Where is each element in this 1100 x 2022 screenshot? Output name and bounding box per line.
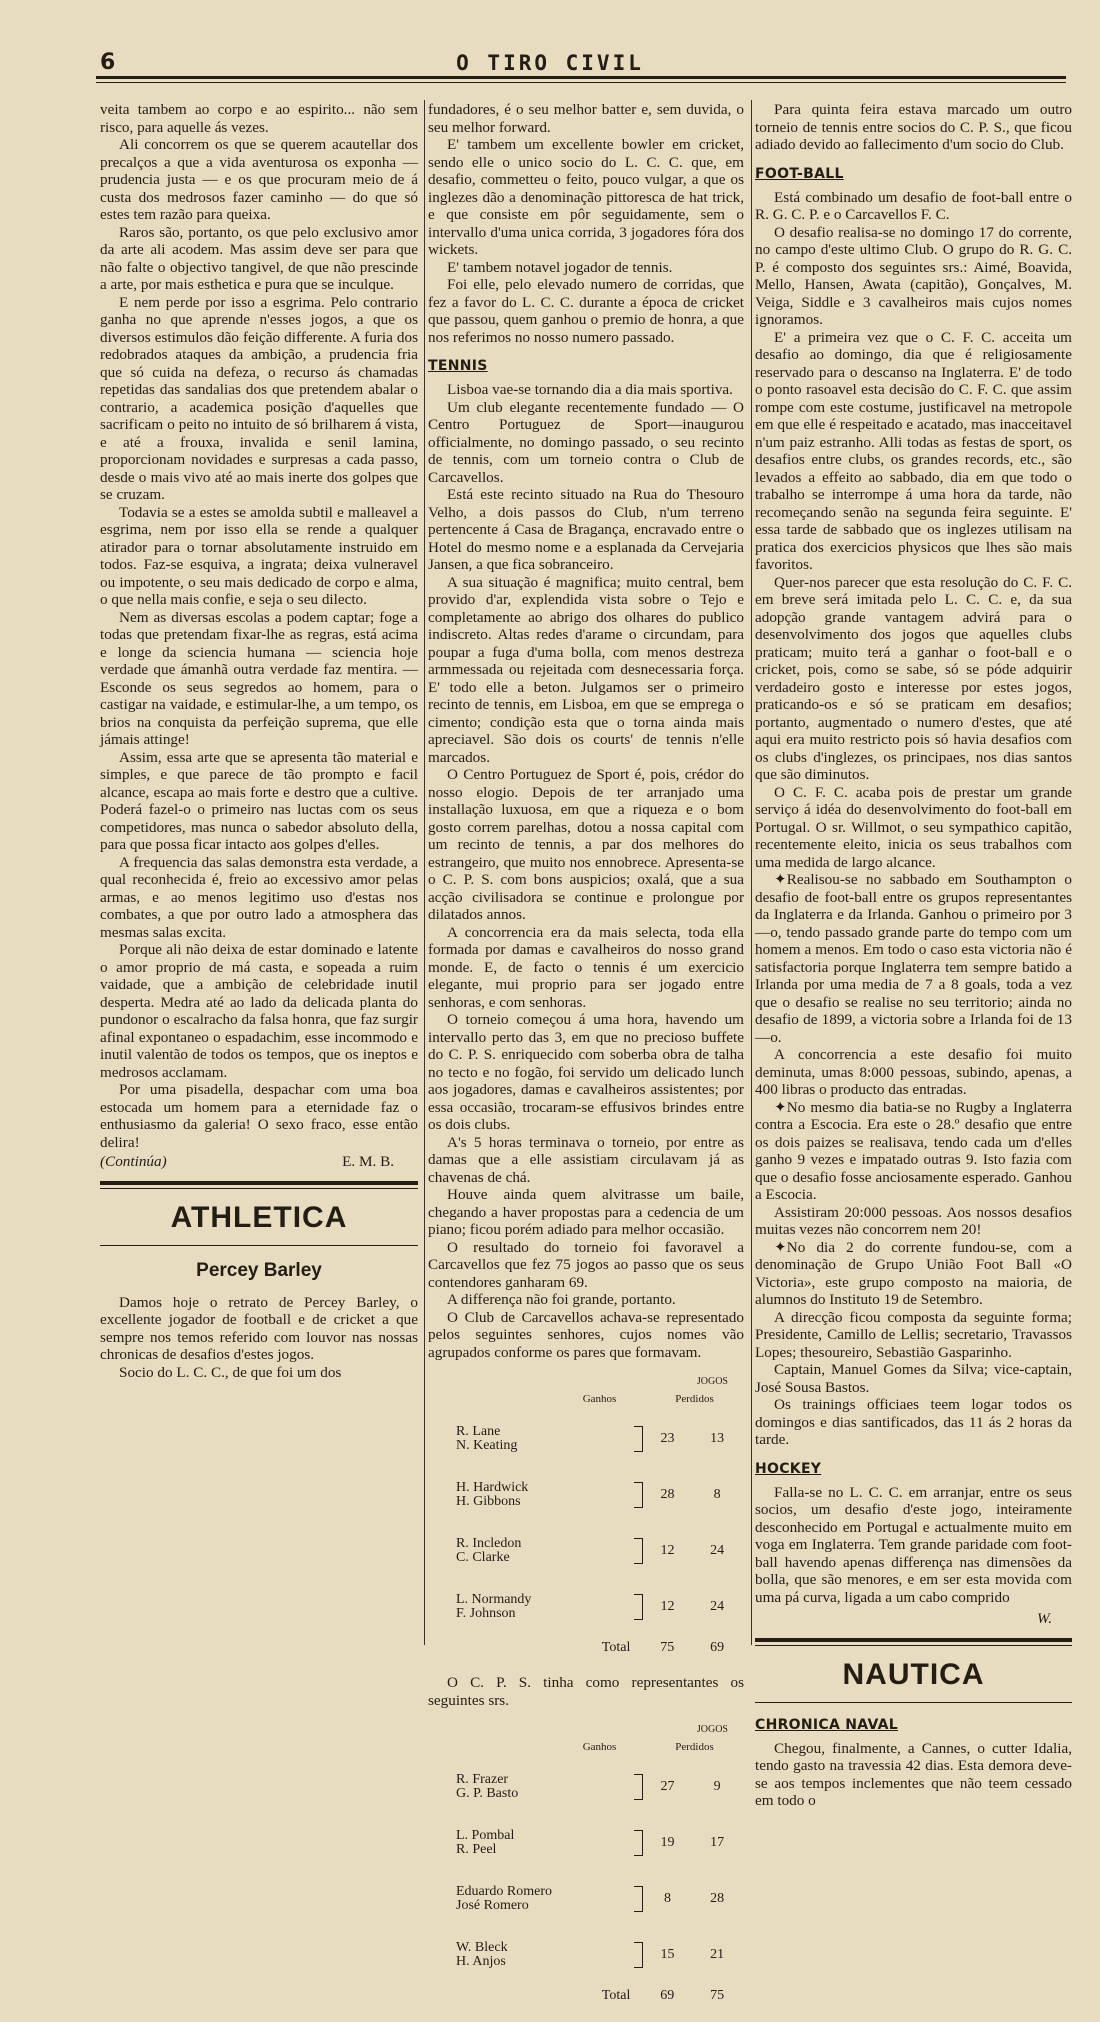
score-column-headers — [456, 1739, 742, 1757]
paragraph: O resultado do torneio foi favoravel a Carcavellos que fez 75 jogos ao passo que os seus contendores ganharam 69. — [428, 1238, 744, 1291]
paragraph: O C. P. S. tinha como representantes os seguintes srs. — [428, 1674, 744, 1709]
total-label: Total — [601, 1988, 631, 2004]
paragraph: A's 5 horas terminava o torneio, por entre as damas que a elle assistiam circulavam já as chavenas de chá. — [428, 1133, 744, 1186]
pair-brace — [634, 1482, 643, 1508]
heading-rule — [755, 1702, 1072, 1703]
page-number: 6 — [100, 50, 116, 75]
paragraph: O torneio começou á uma hora, havendo um intervallo perto das 3, em que no precioso buffete do C. P. S. enriquecido com soberba obra de talha no tecto e no fogão, foi servido um delicado lunch aos jogadores, damas e cavalheiros assistentes; por essa occasião, trocaram-se effusivos brindes entre os dois clubs. — [428, 1011, 744, 1133]
paragraph: E' tambem um excellente bowler em cricket, sendo elle o unico socio do L. C. C. que, em desafio, commetteu o feito, pouco vulgar, a que os inglezes dão a denominação pittoresca de hat trick, e que consiste em pôr seguidamente, sem o intervallo d'uma unica corrida, 3 jogadores fóra dos wickets. — [428, 136, 744, 258]
player-name: José Romero — [456, 1898, 529, 1913]
games-column-label: JOGOS — [696, 1376, 728, 1387]
wins-value: 8 — [664, 1891, 672, 1907]
paragraph: Por uma pisadella, despachar com uma boa estocada um homem para a eternidade faz o enthusiasmo da galeria! O sexo fraco, esse então delira! — [100, 1081, 418, 1151]
section-rule — [100, 1181, 418, 1189]
paragraph: ✦No mesmo dia batia-se no Rugby a Inglaterra contra a Escocia. Era este o 28.º desafio que entre os dois paizes se realisava, tendo cada um d'elles ganho 9 vezes e impatado outras 9. Isto fazia com que o desafio fosse anciosamente esperado. Ganhou a Escocia. — [755, 1098, 1072, 1203]
nautica-heading: NAUTICA — [842, 1657, 985, 1691]
paragraph: Está combinado um desafio de foot-ball entre o R. G. C. P. e o Carcavellos F. C. — [755, 188, 1072, 223]
player-name: H. Hardwick — [456, 1480, 529, 1495]
lost-header: Perdidos — [675, 1392, 714, 1405]
paragraph: Porque ali não deixa de estar dominado e latente o amor proprio de má casta, e sopeada a ruim vaidade, que a ambição de celebridade inutil desperta. Medra até ao lado da delicada planta do pundonor o escalracho da falsa honra, que faz surgir afinal expontaneo o espadachim, esse incommodo e inutil valentão de todos os tempos, que os ineptos e medrosos acclamam. — [100, 941, 418, 1081]
wins-value: 23 — [660, 1431, 675, 1447]
athletica-heading: ATHLETICA — [170, 1200, 348, 1234]
wins-value: 28 — [660, 1487, 675, 1503]
paragraph: E' a primeira vez que o C. F. C. acceita um desafio ao domingo, dia que é religiosamente reservado para o descanso na Inglaterra. E' de todo o ponto rasoavel esta decisão do C. F. C. que assim rompe com este costume, justificavel na metropole em que elle é respeitado e acatado, mas inacceitavel n'um paiz estranho. Alli todas as festas de sport, os desafios entre clubs, os grandes records, etc., são levados a effeito ao sabbado, dia em que todo o trabalho se interrompe á uma hora da tarde, não recomeçando senão na segunda feira seguinte. E' essa tarde de sabbado que os inglezes utilisam na pratica dos exercicios physicos que lhes são mais favoritos. — [755, 328, 1072, 573]
player-name: R. Incledon — [456, 1536, 522, 1551]
newspaper-title: O TIRO CIVIL — [456, 51, 644, 75]
player-name: W. Bleck — [456, 1940, 508, 1955]
paragraph: Nem as diversas escolas a podem captar; foge a todas que pretendam fixar-lhe as regras, está acima e longe da sciencia humana — sciencia hoje verdade que ámanhã outra verdade faz mentira. — Esconde os seus segredos ao homem, para o castigar na vaidade, e estimular-lhe, a um tempo, os brios na conquista da perfeição suprema, que elle jámais attinge! — [100, 608, 418, 748]
table-row — [456, 1815, 742, 1871]
won-header: Ganhos — [582, 1392, 617, 1405]
paragraph: Chegou, finalmente, a Cannes, o cutter Idalia, tendo gasto na travessia 42 dias. Esta demora deve-se aos tempos inclementes que não teem cessado em todo o — [755, 1739, 1072, 1809]
paragraph: Raros são, portanto, os que pelo exclusivo amor da arte ali acodem. Mas assim deve ser para que não falte o objectivo tangivel, de que não prescinde a arte, por mais esthetica e pura que se inculque. — [100, 223, 418, 293]
paragraph: Lisboa vae-se tornando dia a dia mais sportiva. — [447, 381, 733, 398]
paragraph: Um club elegante recentemente fundado — O Centro Portuguez de Sport—inaugurou officialmente, no domingo passado, o seu recinto de tennis, com um torneio contra o Club de Carcavellos. — [428, 398, 744, 486]
paragraph: Damos hoje o retrato de Percey Barley, o excellente jogador de football e de cricket a que sempre nos temos referido com louvor nas nossas chronicas de desafios d'estes jogos. — [100, 1293, 418, 1363]
player-name: L. Normandy — [456, 1592, 532, 1607]
player-name: H. Anjos — [456, 1954, 506, 1969]
paragraph: ✦Realisou-se no sabbado em Southampton o desafio de foot-ball entre os grupos representantes da Inglaterra e da Irlanda. Ganhou o primeiro por 3—o, tendo passado grande parte do tempo com um homem a menos. Em todo o caso esta victoria não é satisfactoria porque Inglaterra tem sempre batido a Irlanda por uma media de 7 a 8 goals, toda a vez que o desafio se realise no seu territorio; ainda no desafio de 1899, a victoria sobre a Irlanda foi de 13—o. — [755, 871, 1072, 1046]
percey-barley-heading: Percey Barley — [196, 1259, 322, 1281]
pair-brace — [634, 1538, 643, 1564]
player-name: G. P. Basto — [456, 1786, 519, 1801]
player-name: H. Gibbons — [456, 1494, 521, 1509]
paragraph: Foi elle, pelo elevado numero de corridas, que fez a favor do L. C. C. durante a época de cricket que passou, quem ganhou o premio de honra, a que nos referimos no nosso numero passado. — [428, 276, 744, 346]
paragraph: Ali concorrem os que se querem acautellar dos precalços a que a vida aventurosa os exponha — prudencia justa — e os que procuram meio de á custa dos medrosos fazer caminho — do que só estes tem razão para queixa. — [100, 136, 418, 223]
cps-score-table — [456, 1721, 742, 2008]
paragraph: A concorrencia a este desafio foi muito deminuta, umas 8:000 pessoas, subindo, apenas, a 400 libras o producto das entradas. — [755, 1046, 1072, 1098]
won-header: Ganhos — [582, 1740, 617, 1753]
player-name: R. Frazer — [456, 1772, 509, 1787]
paragraph: O C. F. C. acaba pois de prestar um grande serviço á idéa do desenvolvimento do foot-ball em Portugal. O sr. Willmot, o seu sympathico capitão, recentemente eleito, inicia os seus trabalhos com uma medida de largo alcance. — [755, 783, 1072, 871]
pair-brace — [634, 1830, 643, 1856]
paragraph: A sua situação é magnifica; muito central, bem provido d'ar, explendida vista sobre o Tejo e completamente ao abrigo dos olhares do publico indiscreto. Altas redes d'arame o circundam, para poupar a fuga d'uma bolla, com menos destreza armmessada ou rejeitada com desnecessaria força. E' todo elle a beton. Julgamos ser o primeiro recinto de tennis, em Lisboa, em que se emprega o cimento; condição esta que o torna ainda mais apreciavel. São dois os courts' de tennis n'elle marcados. — [428, 573, 744, 766]
losses-value: 9 — [713, 1779, 721, 1795]
pair-brace — [634, 1774, 643, 1800]
paragraph: E nem perde por isso a esgrima. Pelo contrario ganha no que aprende n'esses jogos, a que os diversos estimulos dão feição differente. A furia dos redobrados ataques da ambição, a prudencia fria que só cuida na defeza, o recurso ás chamadas repetidas das sandalias dos que pretendem abalar o contrario, a academica posição d'aquelles que sacrificam o peito no intuito de só brilharem á vista, e até a frouxa, invalida e senil lamina, proporcionam novidades e surpresas a cada passo, desde o mais vivo até ao mais inerte dos golpes que se cruzam. — [100, 293, 418, 503]
total-row — [456, 1635, 742, 1660]
football-heading: FOOT-BALL — [755, 165, 844, 182]
table-row — [456, 1871, 742, 1927]
table-row — [456, 1411, 742, 1467]
total-label: Total — [601, 1640, 631, 1656]
table-row — [456, 1927, 742, 1983]
wins-value: 12 — [660, 1543, 675, 1559]
paragraph: Socio do L. C. C., de que foi um dos — [119, 1363, 342, 1381]
column-divider — [751, 100, 752, 1645]
player-name: F. Johnson — [456, 1606, 516, 1621]
paragraph: Assistiram 20:000 pessoas. Aos nossos desafios muitas vezes não concorrem nem 20! — [755, 1203, 1072, 1238]
losses-value: 8 — [713, 1487, 721, 1503]
score-column-headers — [456, 1391, 742, 1409]
paragraph: Todavia se a estes se amolda subtil e malleavel a esgrima, nem por isso ella se rende a qualquer atirador para o tornar absolutamente instruido em todos. Faz-se esquiva, a ingrata; deixa vulneravel ou impotente, o seu mais dedicado de corpo e alma, o que nella mais confie, e seja o seu dilecto. — [100, 503, 418, 608]
losses-value: 13 — [710, 1431, 725, 1447]
player-name: R. Lane — [456, 1424, 501, 1439]
total-wins: 69 — [660, 1988, 675, 2004]
column-right — [755, 101, 1072, 1810]
games-column-label: JOGOS — [696, 1724, 728, 1735]
pair-brace — [634, 1594, 643, 1620]
table-row — [456, 1759, 742, 1815]
wins-value: 19 — [660, 1835, 675, 1851]
header-rule — [96, 76, 1066, 83]
table-row — [456, 1579, 742, 1635]
losses-value: 24 — [710, 1543, 725, 1559]
paragraph: A concorrencia era da mais selecta, toda ella formada por damas e cavalheiros do nosso grand monde. E, de facto o tennis é um exercicio elegante, mui proprio para ser jogado entre senhoras, e com senhoras. — [428, 923, 744, 1011]
tennis-heading: TENNIS — [428, 358, 488, 374]
paragraph: O desafio realisa-se no domingo 17 do corrente, no campo d'este ultimo Club. O grupo do R. G. C. P. é composto dos seguintes srs.: Aimé, Boavida, Mello, Hansen, Awata (capitão), Gonçalves, M. Veiga, Siddle e 3 cavalheiros mais cujos nomes ignoramos. — [755, 223, 1072, 328]
lost-header: Perdidos — [675, 1740, 714, 1753]
author-initials: E. M. B. — [342, 1153, 394, 1170]
column-divider — [424, 100, 425, 1645]
table-row — [456, 1467, 742, 1523]
player-name: N. Keating — [456, 1438, 518, 1453]
column-middle — [428, 101, 744, 2022]
heading-rule — [100, 1245, 418, 1246]
pair-brace — [634, 1942, 643, 1968]
paragraph: A differença não foi grande, portanto. — [447, 1291, 676, 1308]
paragraph: veita tambem ao corpo e ao espirito... não sem risco, para aquelle ás vezes. — [100, 101, 418, 136]
wins-value: 15 — [660, 1947, 675, 1963]
paragraph: Os trainings officiaes teem logar todos os domingos e dias santificados, das 11 ás 2 horas da tarde. — [755, 1396, 1072, 1448]
column-left — [100, 101, 418, 1381]
wins-value: 12 — [660, 1599, 675, 1615]
total-wins: 75 — [660, 1640, 675, 1656]
paragraph: Captain, Manuel Gomes da Silva; vice-captain, José Sousa Bastos. — [755, 1361, 1072, 1396]
losses-value: 24 — [710, 1599, 725, 1615]
section-rule — [755, 1638, 1072, 1646]
total-losses: 75 — [710, 1988, 725, 2004]
paragraph: A frequencia das salas demonstra esta verdade, a qual reconhecida é, freio ao excessivo amor pelas armas, e ao menos legitimo uso d'estas nos combates, a que por outro lado a atmosphera das mesmas salas excita. — [100, 853, 418, 941]
carcavellos-score-table — [456, 1373, 742, 1660]
losses-value: 17 — [710, 1835, 725, 1851]
continua-note: (Continúa) — [100, 1153, 167, 1170]
paragraph: Assim, essa arte que se apresenta tão material e simples, e que parece de tão prompto e facil alcance, escapa ao mais forte e destro que a cultive. Poderá fazel-o o primeiro nas luctas com os seus competidores, mas nunca o sabedor absoluto della, para que possa ficar intacto aos golpes d'elles. — [100, 748, 418, 853]
article-signature — [100, 1153, 418, 1171]
paragraph: A direcção ficou composta da seguinte forma; Presidente, Camillo de Lellis; secretario, Travassos Lopes; thesoureiro, Sebastião Gasparinho. — [755, 1308, 1072, 1361]
paragraph: O Club de Carcavellos achava-se representado pelos seguintes senhores, cujos nomes vão agrupados conforme os pares que formavam. — [428, 1308, 744, 1361]
table-row — [456, 1523, 742, 1579]
paragraph: Quer-nos parecer que esta resolução do C. F. C. em breve será imitada pelo L. C. C. e, da sua adopção grande vantagem advirá para o desenvolvimento dos jogos que aquelles clubs praticam; muito terá a ganhar o foot-ball e o cricket, pois, como se sabe, só se póde adquirir verdadeiro gosto e interesse por estes jogos, praticando-os e só se praticam em desafios; portanto, augmentado o numero d'estes, que até aqui era muito restricto pois só havia desafios com os clubs d'inglezes, os principaes, nos dias santos que são diminutos. — [755, 573, 1072, 783]
paragraph: Está este recinto situado na Rua do Thesouro Velho, a dois passos do Club, n'um terreno pertencente á Casa de Bragança, encravado entre o Hotel do mesmo nome e a esplanada da Cervejaria Jansen, a que fica sobranceiro. — [428, 486, 744, 573]
paragraph: Houve ainda quem alvitrasse um baile, chegando a haver propostas para a cedencia de um piano; ficou porém adiado para melhor occasião. — [428, 1186, 744, 1238]
hockey-heading: HOCKEY — [755, 1460, 822, 1477]
losses-value: 28 — [710, 1891, 725, 1907]
chronica-naval-heading: CHRONICA NAVAL — [755, 1716, 899, 1733]
paragraph: Para quinta feira estava marcado um outro torneio de tennis entre socios do C. P. S., que ficou adiado devido ao fallecimento d'um socio do Club. — [755, 101, 1072, 153]
pair-brace — [634, 1886, 643, 1912]
total-row — [456, 1983, 742, 2008]
hockey-signature: W. — [1036, 1610, 1052, 1627]
wins-value: 27 — [660, 1779, 675, 1795]
paragraph: O Centro Portuguez de Sport é, pois, crédor do nosso elogio. Depois de ter arranjado uma installação luxuosa, em que a riqueza e o bom gosto correm parelhas, dotou a nossa capital com um recinto de tennis, a par dos melhores do estrangeiro, que muito nos ennobrece. Apresenta-se o C. P. S. com bons auspicios; oxalá, que a sua acção civilisadora se continue e prolongue por dilatados annos. — [428, 766, 744, 923]
player-name: R. Peel — [456, 1842, 497, 1857]
paragraph: fundadores, é o seu melhor batter e, sem duvida, o seu melhor forward. — [428, 101, 744, 136]
player-name: Eduardo Romero — [456, 1884, 553, 1899]
player-name: C. Clarke — [456, 1550, 510, 1565]
player-name: L. Pombal — [456, 1828, 515, 1843]
total-losses: 69 — [710, 1640, 725, 1656]
paragraph: ✦No dia 2 do corrente fundou-se, com a denominação de Grupo União Foot Ball «O Victoria», este grupo composto na maioria, de alumnos do Instituto 19 de Setembro. — [755, 1238, 1072, 1308]
paragraph: Falla-se no L. C. C. em arranjar, entre os seus socios, um desafio d'este jogo, inteiramente desconhecido em Portugal e actualmente muito em voga em Inglaterra. Tem grande paridade com foot-ball havendo apenas differença nas dimensões da bolla, que são menores, e em ser esta movida com uma pá curva, ligada a um cabo comprido — [755, 1483, 1072, 1606]
pair-brace — [634, 1426, 643, 1452]
paragraph: E' tambem notavel jogador de tennis. — [447, 258, 673, 276]
losses-value: 21 — [710, 1947, 725, 1963]
